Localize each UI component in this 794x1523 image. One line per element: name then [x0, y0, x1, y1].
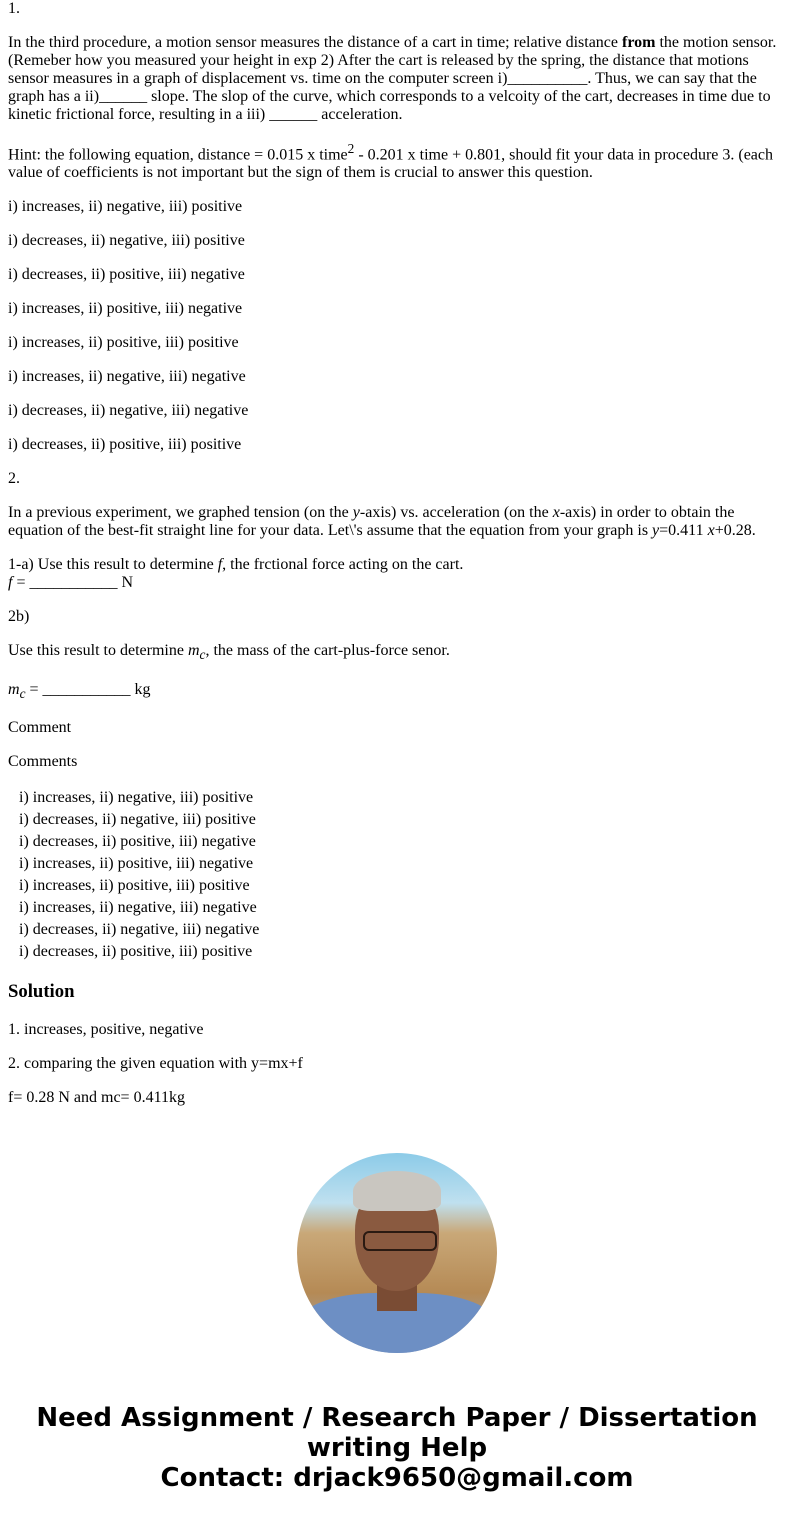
- t: c: [199, 647, 206, 663]
- q2-part-b: [8, 642, 786, 664]
- t: y: [652, 522, 660, 540]
- q1-option: i) increases, ii) positive, iii) negative: [8, 300, 243, 318]
- q1-option: i) increases, ii) positive, iii) positive: [8, 334, 239, 352]
- q2-intro: [8, 504, 786, 540]
- q1-options: [8, 198, 786, 454]
- q1-option: i) increases, ii) negative, iii) negative: [8, 368, 246, 386]
- q1-hint: [8, 140, 786, 182]
- t: m: [187, 642, 200, 660]
- t: x: [707, 522, 715, 540]
- t: Use this result to determine: [8, 642, 188, 660]
- q1-number: 1.: [8, 0, 20, 17]
- comment-option: i) increases, ii) positive, iii) negative: [19, 854, 254, 872]
- t: f: [8, 574, 13, 592]
- q1-option: i) increases, ii) negative, iii) positive: [8, 198, 243, 216]
- comment-option: i) increases, ii) negative, iii) positive: [19, 788, 254, 806]
- t: -axis) in order to obtain the equation of the best-fit straight line for your data. Let\'s assume that the equation from your graph is: [8, 504, 735, 540]
- footer-ad: [8, 1403, 786, 1493]
- hint-sup: 2: [347, 141, 355, 156]
- t: m: [8, 680, 20, 698]
- comment-option: i) decreases, ii) negative, iii) positive: [19, 810, 256, 828]
- q1-option: i) decreases, ii) negative, iii) negative: [8, 402, 249, 420]
- comment-options: [8, 787, 786, 963]
- t: +0.28.: [714, 522, 756, 540]
- author-photo: [297, 1153, 497, 1353]
- q1-option: i) decreases, ii) positive, iii) positive: [8, 436, 242, 454]
- t: = ___________ N: [12, 574, 134, 592]
- t: -axis) vs. acceleration (on the: [359, 504, 553, 522]
- comments-label: Comments: [8, 752, 78, 770]
- q1-option: i) decreases, ii) positive, iii) negative: [8, 266, 245, 284]
- t: f: [217, 556, 223, 574]
- t: 1-a) Use this result to determine: [8, 556, 218, 574]
- comment-option: i) increases, ii) negative, iii) negative: [19, 898, 257, 916]
- solution-lines: [8, 1021, 786, 1107]
- comment-option: i) increases, ii) positive, iii) positive: [19, 876, 250, 894]
- solution-line: 2. comparing the given equation with y=mx+f: [8, 1054, 303, 1072]
- photo-container: [8, 1153, 786, 1353]
- comment-option: i) decreases, ii) positive, iii) negative: [19, 832, 256, 850]
- footer-contact: Contact: drjack9650@gmail.com: [160, 1462, 634, 1493]
- comment-option: i) decreases, ii) negative, iii) negative: [19, 920, 260, 938]
- q2-part-a: [8, 556, 786, 592]
- t: c: [19, 685, 26, 701]
- t: y: [352, 504, 360, 522]
- t: In a previous experiment, we graphed tension (on the: [8, 504, 353, 522]
- t: = ___________ kg: [25, 680, 151, 698]
- comment-label: Comment: [8, 718, 72, 736]
- solution-heading: Solution: [8, 980, 75, 1002]
- t: , the frctional force acting on the cart.: [222, 556, 464, 574]
- q1-text-b: the motion sensor. (Remeber how you measured your height in exp 2) After the cart is released by the spring, the distance that motions sensor measures in a graph of displacement vs. time on the computer screen i)__________. Thus, we can say that the graph has a ii)______ slope. The slop of the curve, which corresponds to a velcoity of the cart, decreases in time due to kinetic frictional force, resulting in a iii) ______ acceleration.: [8, 34, 777, 123]
- t: , the mass of the cart-plus-force senor.: [205, 642, 450, 660]
- t: =0.411: [659, 522, 708, 540]
- footer-line1: Need Assignment / Research Paper / Dissertation writing Help: [36, 1402, 758, 1463]
- q2-number: 2.: [8, 470, 20, 488]
- t: x: [552, 504, 560, 522]
- q1-text-a: In the third procedure, a motion sensor measures the distance of a cart in time; relative distance: [8, 34, 622, 51]
- q1-option: i) decreases, ii) negative, iii) positive: [8, 232, 245, 250]
- q2-part-b-label: 2b): [8, 608, 30, 626]
- hint-a: Hint: the following equation, distance = 0.015 x time: [8, 146, 348, 164]
- q1-bold: from: [622, 34, 656, 51]
- solution-line: f= 0.28 N and mc= 0.411kg: [8, 1088, 185, 1106]
- hint-b: - 0.201 x time + 0.801, should fit your data in procedure 3. (each value of coefficients is not important but the sign of them is crucial to answer this question.: [8, 146, 774, 182]
- solution-line: 1. increases, positive, negative: [8, 1020, 204, 1038]
- comment-option: i) decreases, ii) positive, iii) positive: [19, 942, 253, 960]
- q2-part-b-answer: [8, 681, 786, 703]
- q1-text: [8, 34, 786, 124]
